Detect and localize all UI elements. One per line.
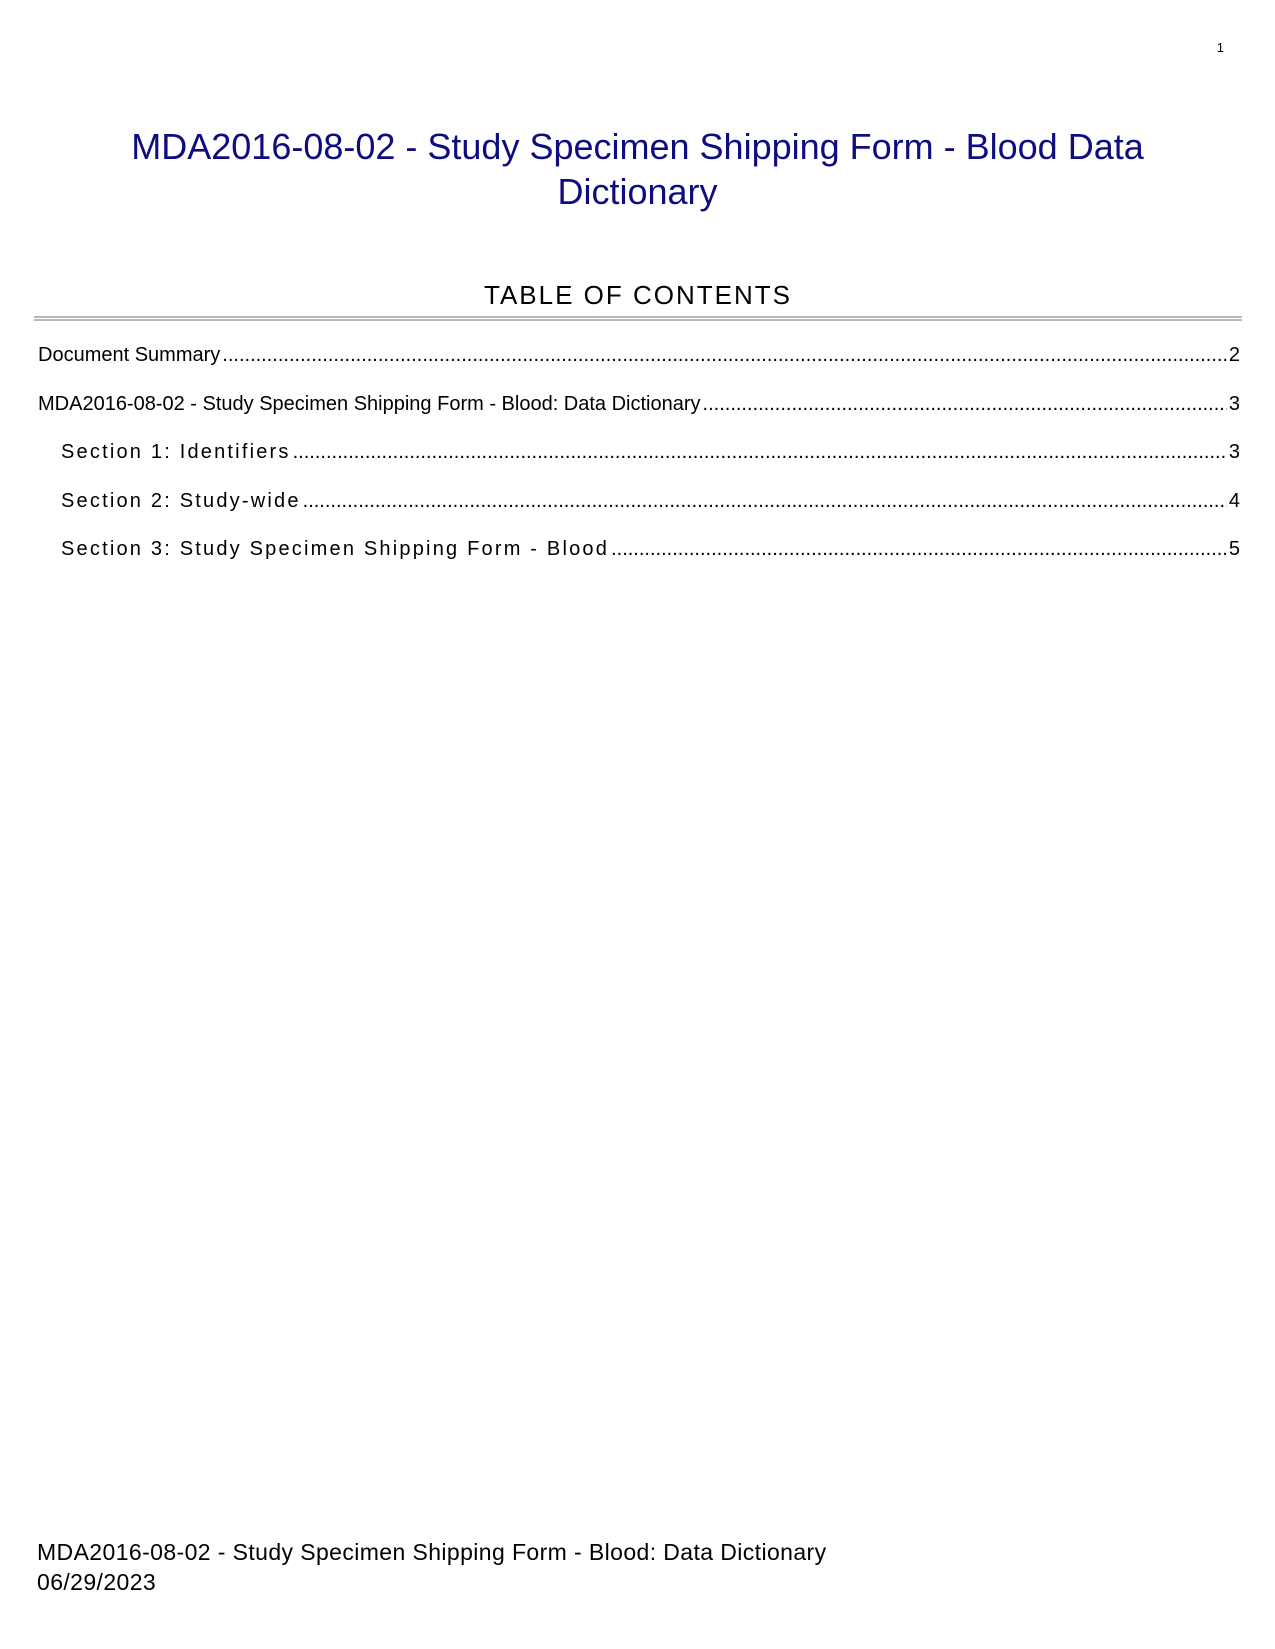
toc-entry-label: Section 3: Study Specimen Shipping Form - Blood [61,538,610,560]
toc-entry-label: Section 2: Study-wide [61,489,301,512]
toc-heading: TABLE OF CONTENTS [484,280,792,310]
toc-dot-leader [293,441,1227,464]
toc-entry-section-1[interactable] [38,441,1240,490]
toc-entry-page: 3 [1228,392,1240,415]
toc-entry-label: MDA2016-08-02 - Study Specimen Shipping Form - Blood: Data Dictionary [38,392,701,415]
toc-entry-section-2[interactable] [38,490,1240,539]
toc-dot-leader [703,393,1227,416]
footer-date: 06/29/2023 [37,1569,157,1595]
toc-entry-data-dictionary[interactable] [38,393,1240,442]
toc-entry-page: 3 [1228,441,1240,463]
toc-divider [34,316,1242,321]
toc-entry-label: Section 1: Identifiers [61,441,291,463]
page-footer [37,1537,827,1597]
toc-entry-page: 2 [1228,344,1240,366]
toc-entry-label: Document Summary [38,344,221,366]
toc-entry-page: 4 [1228,489,1240,512]
toc-entry-document-summary[interactable] [38,344,1240,393]
footer-document-name: MDA2016-08-02 - Study Specimen Shipping Form - Blood: Data Dictionary [37,1539,827,1565]
toc-entry-page: 5 [1228,538,1240,560]
toc-dot-leader [611,538,1227,561]
toc-entry-section-3[interactable] [38,538,1240,587]
toc-dot-leader [303,490,1227,513]
table-of-contents [38,344,1240,587]
page-number: 1 [1216,40,1224,55]
toc-dot-leader [222,344,1227,367]
document-title: MDA2016-08-02 - Study Specimen Shipping Form - Blood Data Dictionary [131,126,1144,212]
